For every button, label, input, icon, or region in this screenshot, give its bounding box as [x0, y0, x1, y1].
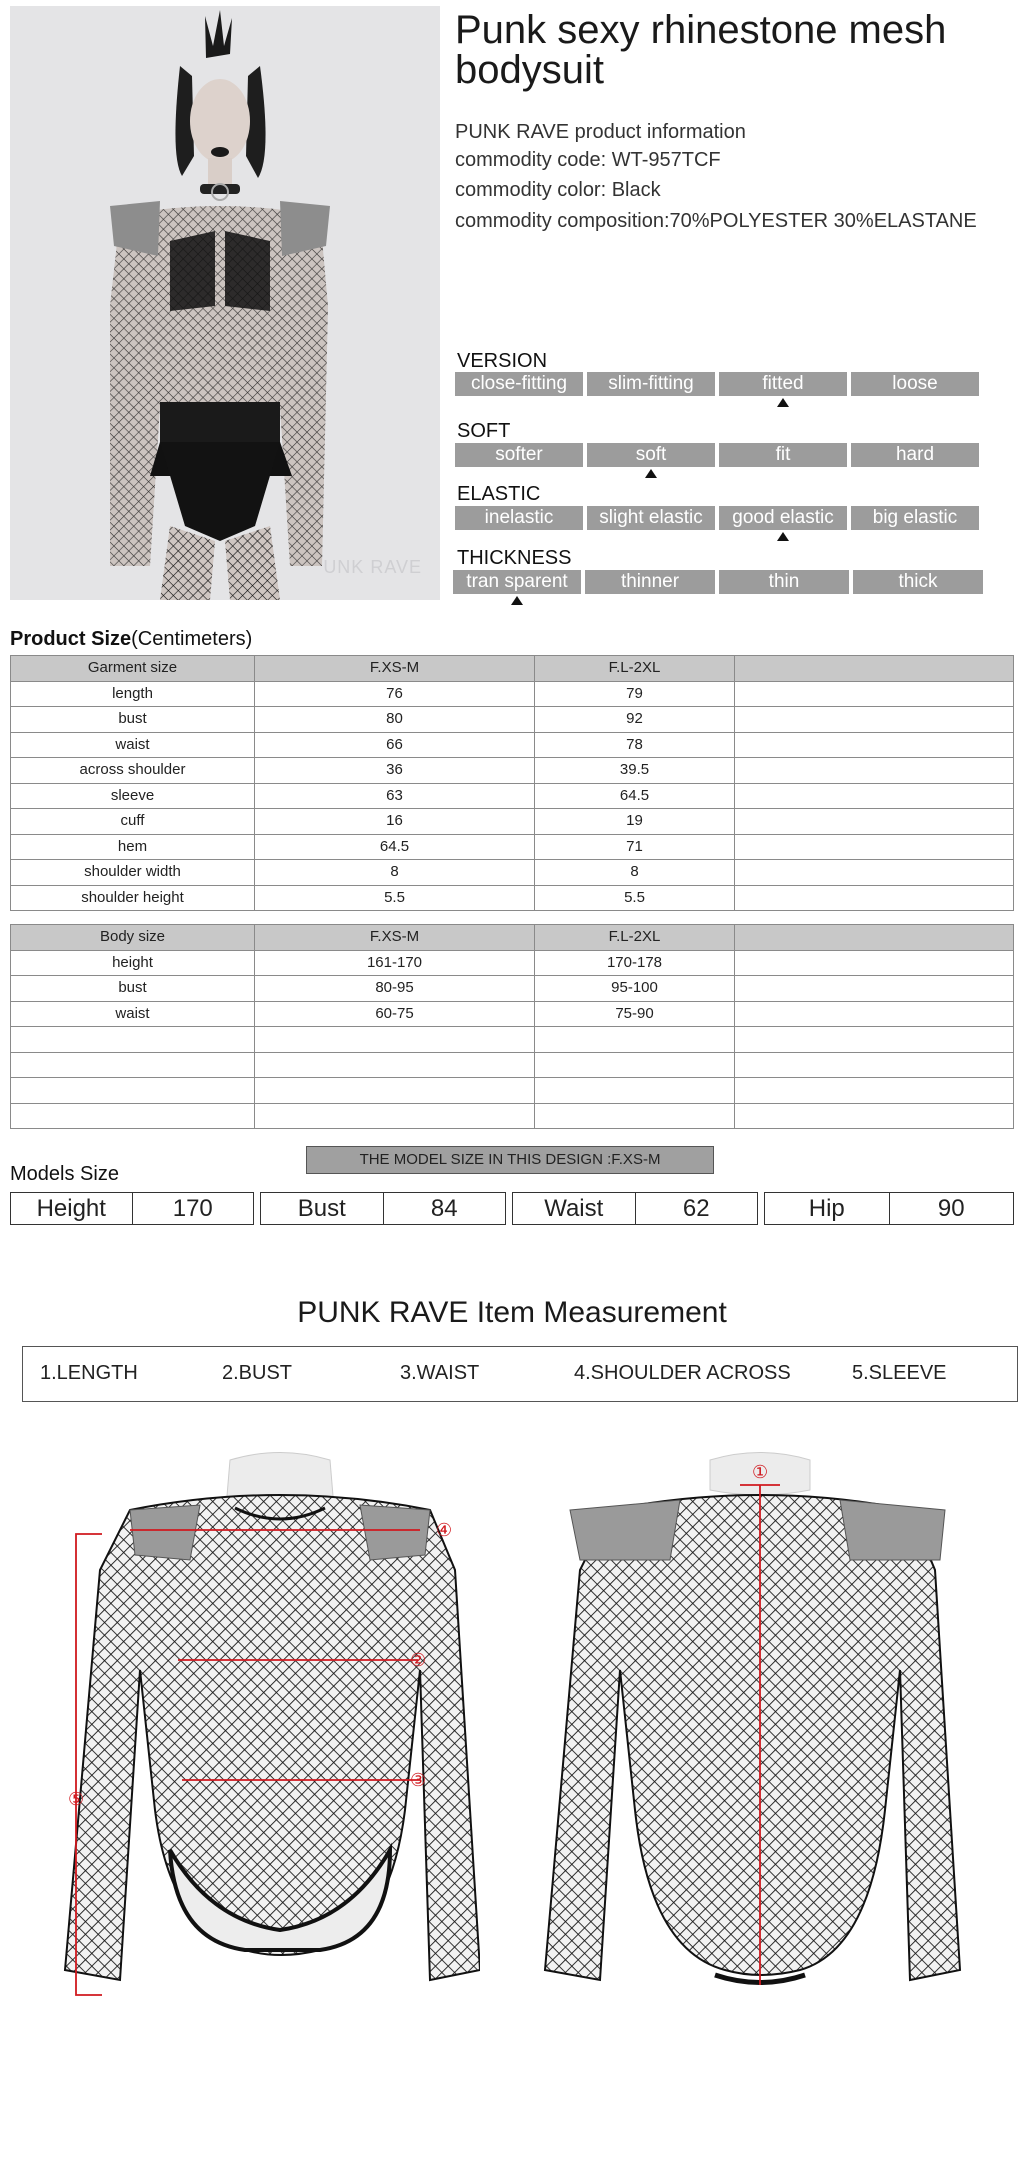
- model-height-label: Height: [36, 1195, 106, 1222]
- table-cell: 76: [255, 681, 535, 707]
- table-cell: 78: [535, 732, 735, 758]
- table-cell: [735, 758, 1014, 784]
- table-cell: 16: [255, 809, 535, 835]
- table-cell: [255, 1027, 535, 1053]
- table-row: [11, 834, 1014, 860]
- table-cell: [735, 950, 1014, 976]
- table-cell: [735, 707, 1014, 733]
- scale-row-elastic: [455, 506, 985, 530]
- model-waist-value: 62: [682, 1195, 710, 1222]
- scale-heading-version: VERSION: [457, 350, 548, 372]
- table-cell: shoulder height: [11, 885, 255, 911]
- photo-watermark: UNK RAVE: [323, 557, 422, 577]
- scale-option: thinner: [585, 570, 715, 594]
- table-cell: [735, 732, 1014, 758]
- table-cell: [255, 1078, 535, 1104]
- table-cell: waist: [11, 732, 255, 758]
- table-header-cell: Body size: [11, 925, 255, 951]
- commodity-composition: [455, 209, 977, 233]
- table-cell: 19: [535, 809, 735, 835]
- measure-item-length: 1.LENGTH: [40, 1362, 138, 1384]
- table-cell: 8: [255, 860, 535, 886]
- table-cell: [535, 1052, 735, 1078]
- scale-option: close-fitting: [455, 372, 583, 396]
- table-row: [11, 1078, 1014, 1104]
- table-header-cell: [735, 925, 1014, 951]
- table-cell: 80-95: [255, 976, 535, 1002]
- table-cell: [735, 976, 1014, 1002]
- table-row: [11, 1052, 1014, 1078]
- table-cell: [735, 1027, 1014, 1053]
- scale-row-version: [455, 372, 985, 396]
- table-row: [11, 1103, 1014, 1129]
- scale-option: thin: [719, 570, 849, 594]
- table-cell: [735, 1052, 1014, 1078]
- table-header-cell: F.XS-M: [255, 925, 535, 951]
- scale-heading-elastic: ELASTIC: [457, 483, 541, 505]
- table-cell: [735, 783, 1014, 809]
- marker-5: ⑤: [68, 1789, 85, 1810]
- scale-option: tran sparent: [453, 570, 581, 594]
- model-hip-value: 90: [937, 1195, 965, 1222]
- table-row: [11, 681, 1014, 707]
- marker-3: ③: [410, 1770, 427, 1791]
- scale-selection-marker: [511, 596, 523, 605]
- table-cell: sleeve: [11, 783, 255, 809]
- table-header-cell: F.L-2XL: [535, 656, 735, 682]
- color-label: commodity color:: [455, 179, 607, 201]
- table-cell: 161-170: [255, 950, 535, 976]
- scale-option: slight elastic: [587, 506, 715, 530]
- scale-row-thickness: [453, 570, 983, 594]
- table-cell: [735, 681, 1014, 707]
- color-value: Black: [611, 179, 661, 201]
- scale-option: softer: [455, 443, 583, 467]
- table-cell: 80: [255, 707, 535, 733]
- table-cell: [11, 1027, 255, 1053]
- marker-1: ①: [752, 1462, 769, 1483]
- product-size-heading: [10, 628, 252, 651]
- scale-selection-marker: [777, 532, 789, 541]
- model-waist-box: [512, 1192, 758, 1225]
- table-cell: [735, 860, 1014, 886]
- scale-option: hard: [851, 443, 979, 467]
- model-bust-value: 84: [430, 1195, 458, 1222]
- table-cell: [11, 1103, 255, 1129]
- table-row: [11, 809, 1014, 835]
- table-header-cell: F.L-2XL: [535, 925, 735, 951]
- scale-heading-soft: SOFT: [457, 420, 511, 442]
- table-cell: 64.5: [535, 783, 735, 809]
- marker-4: ④: [436, 1520, 453, 1541]
- table-row: [11, 1001, 1014, 1027]
- table-cell: [11, 1078, 255, 1104]
- table-cell: waist: [11, 1001, 255, 1027]
- table-row: [11, 885, 1014, 911]
- code-label: commodity code:: [455, 149, 607, 171]
- table-cell: [735, 1103, 1014, 1129]
- scale-row-soft: [455, 443, 985, 467]
- table-cell: 5.5: [535, 885, 735, 911]
- table-cell: 63: [255, 783, 535, 809]
- table-cell: length: [11, 681, 255, 707]
- table-header-row: [11, 925, 1014, 951]
- scale-option: soft: [587, 443, 715, 467]
- table-cell: shoulder width: [11, 860, 255, 886]
- composition-label: commodity composition:: [455, 210, 670, 232]
- commodity-code: [455, 148, 721, 172]
- table-header-cell: F.XS-M: [255, 656, 535, 682]
- scale-option: fit: [719, 443, 847, 467]
- info-heading: PUNK RAVE product information: [455, 121, 746, 143]
- table-cell: [735, 885, 1014, 911]
- table-row: [11, 950, 1014, 976]
- table-cell: 170-178: [535, 950, 735, 976]
- scale-option: inelastic: [455, 506, 583, 530]
- table-cell: 64.5: [255, 834, 535, 860]
- scale-selection-marker: [645, 469, 657, 478]
- table-header-row: [11, 656, 1014, 682]
- model-hip-label: Hip: [808, 1195, 845, 1222]
- garment-size-table: [10, 655, 1014, 911]
- table-row: [11, 976, 1014, 1002]
- scale-option: slim-fitting: [587, 372, 715, 396]
- marker-2: ②: [410, 1650, 427, 1671]
- model-height-box: [10, 1192, 254, 1225]
- model-height-value: 170: [172, 1195, 213, 1222]
- scale-option: fitted: [719, 372, 847, 396]
- table-cell: 66: [255, 732, 535, 758]
- table-cell: 95-100: [535, 976, 735, 1002]
- product-size-unit: (Centimeters): [131, 628, 253, 650]
- table-cell: 39.5: [535, 758, 735, 784]
- table-row: [11, 1027, 1014, 1053]
- table-cell: hem: [11, 834, 255, 860]
- table-cell: [255, 1103, 535, 1129]
- table-row: [11, 732, 1014, 758]
- model-photo: [10, 6, 440, 600]
- table-header-cell: Garment size: [11, 656, 255, 682]
- measure-item-waist: 3.WAIST: [400, 1362, 480, 1384]
- scale-heading-thickness: THICKNESS: [457, 547, 572, 569]
- table-cell: across shoulder: [11, 758, 255, 784]
- table-cell: bust: [11, 707, 255, 733]
- model-size-banner: THE MODEL SIZE IN THIS DESIGN :F.XS-M: [306, 1146, 714, 1174]
- scale-selection-marker: [777, 398, 789, 407]
- scale-option: good elastic: [719, 506, 847, 530]
- table-cell: [255, 1052, 535, 1078]
- scale-option: loose: [851, 372, 979, 396]
- table-cell: bust: [11, 976, 255, 1002]
- model-hip-box: [764, 1192, 1014, 1225]
- measure-item-shoulder: 4.SHOULDER ACROSS: [574, 1362, 791, 1384]
- table-cell: [735, 1001, 1014, 1027]
- model-bust-label: Bust: [297, 1195, 346, 1222]
- table-cell: 5.5: [255, 885, 535, 911]
- measurement-title: PUNK RAVE Item Measurement: [297, 1296, 727, 1329]
- table-header-cell: [735, 656, 1014, 682]
- table-cell: [735, 834, 1014, 860]
- measure-item-bust: 2.BUST: [222, 1362, 293, 1384]
- table-cell: [735, 809, 1014, 835]
- table-row: [11, 758, 1014, 784]
- table-cell: [535, 1103, 735, 1129]
- table-cell: [535, 1027, 735, 1053]
- composition-value: 70%POLYESTER 30%ELASTANE: [669, 210, 977, 232]
- garment-back-image: [540, 1450, 980, 2050]
- models-size-label: Models Size: [10, 1163, 119, 1185]
- model-bust-box: [260, 1192, 506, 1225]
- table-cell: height: [11, 950, 255, 976]
- table-cell: 71: [535, 834, 735, 860]
- table-row: [11, 783, 1014, 809]
- table-cell: 75-90: [535, 1001, 735, 1027]
- product-size-title: Product Size: [10, 628, 132, 650]
- table-cell: 36: [255, 758, 535, 784]
- scale-option: thick: [853, 570, 983, 594]
- product-title: Punk sexy rhinestone mesh bodysuit: [455, 8, 947, 92]
- table-row: [11, 707, 1014, 733]
- measure-item-sleeve: 5.SLEEVE: [852, 1362, 947, 1384]
- commodity-color: [455, 178, 661, 202]
- body-size-table: [10, 924, 1014, 1129]
- table-cell: cuff: [11, 809, 255, 835]
- table-cell: [11, 1052, 255, 1078]
- table-cell: 79: [535, 681, 735, 707]
- table-cell: 92: [535, 707, 735, 733]
- table-cell: [535, 1078, 735, 1104]
- table-cell: [735, 1078, 1014, 1104]
- garment-front-image: [60, 1450, 480, 2050]
- scale-option: big elastic: [851, 506, 979, 530]
- code-value: WT-957TCF: [611, 149, 721, 171]
- model-waist-label: Waist: [544, 1195, 604, 1222]
- table-cell: 60-75: [255, 1001, 535, 1027]
- table-row: [11, 860, 1014, 886]
- table-cell: 8: [535, 860, 735, 886]
